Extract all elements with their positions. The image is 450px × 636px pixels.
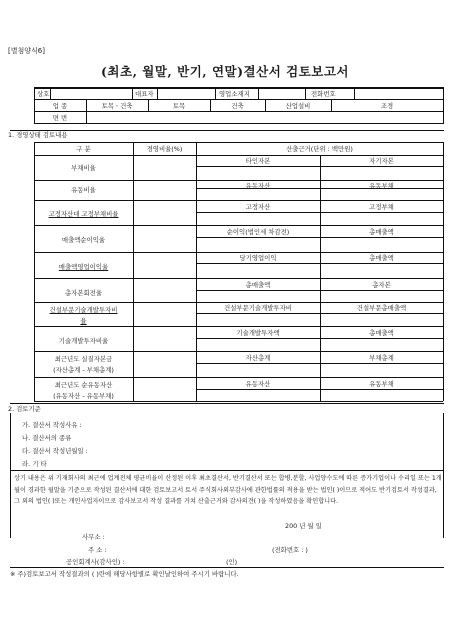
- basis-numerator: 당기영업이익: [239, 254, 277, 262]
- basis-denominator: 건설부문총매출액: [356, 304, 407, 312]
- phone-label: (전화번호 : ): [272, 546, 308, 554]
- footnote: ※ 주)검토보고서 작성결과의 ( )란에 해당사항별로 확인날인하여 주시기 바랍니다.: [10, 570, 239, 578]
- basis-denominator: 자기자본: [369, 157, 394, 165]
- date-line: 200 년 월 일: [285, 522, 322, 530]
- confirmation-paragraph: 상기 내용은 위 기재회사의 최근에 업계전체 평균비율이 산정된 이후 최초결산서, 반기결산서 또는 합병,분할, 사업양수도에 따른 증가기업이나 수리일 또는 1개월이 경과한 월말을 기준으로 작성된 결산서에 대한 검토보고서 토서 주식회사외부감사에 관한법률의 적용을 받는 법인( )이므로 적어도 반기검토서 작성결과, 그 외의 법인( )또는 개인사업자이므로 감사보고서 작성 결과를 거쳐 산출근거와 감사의견( )을 작성하였음을 확인합니다.: [14, 475, 442, 505]
- header-industry-civil: 토목: [172, 102, 186, 110]
- basis-numerator: 고정자산: [245, 203, 271, 211]
- page-title: (최초, 월말, 반기, 연말)결산서 검토보고서: [101, 64, 349, 79]
- row-label-debt-ratio: 부채비율: [71, 164, 96, 172]
- basis-numerator: 유동자산: [245, 182, 271, 190]
- basis-numerator: 순이익(법인세 차감전): [226, 228, 290, 236]
- basis-denominator: 부채총계: [369, 354, 394, 362]
- row-label-net-current-assets-formula: (유동자산 - 유동부채): [53, 392, 114, 400]
- row-label-real-capital: 최근년도 실질자본금: [54, 355, 113, 363]
- seal-label: (인): [226, 558, 238, 566]
- accountant-label: 공인회계사(감사인) :: [66, 558, 125, 566]
- basis-denominator: 고정부채: [369, 203, 394, 211]
- header-industry-landscape: 조경: [380, 102, 394, 110]
- basis-numerator: 건설부문기술개발투자비: [224, 304, 292, 312]
- basis-denominator: 총매출액: [369, 329, 394, 337]
- header-label-industry: 업 종: [52, 102, 68, 110]
- row-label-rnd-ratio: 기술개발투자비율: [58, 337, 109, 345]
- col-header-basis: 산출근거(단위 : 백만원): [286, 145, 353, 153]
- form-number: [별첨양식6]: [8, 47, 45, 55]
- basis-numerator: 자산총계: [245, 354, 271, 362]
- row-label-net-current-assets: 최근년도 순유동자산: [54, 381, 113, 389]
- header-industry-arch: 건축: [231, 102, 244, 110]
- col-header-ratio: 경영비율(%): [146, 145, 183, 153]
- section1-title: 1. 경영상태 검토내용: [8, 131, 68, 139]
- row-label-net-margin: 매출액순이익율: [61, 236, 106, 244]
- header-label-company: 상호: [37, 90, 50, 98]
- row-label-current-ratio: 유동비율: [71, 186, 96, 194]
- basis-denominator: 총매출액: [369, 254, 394, 262]
- basis-numerator: 유동자산: [245, 380, 271, 388]
- header-label-location: 영업소재지: [219, 90, 250, 98]
- criteria-type: 나. 결산서의 종류: [22, 434, 72, 442]
- basis-denominator: 총자본: [372, 281, 391, 289]
- row-label-construction-rnd: 건설부문기술개발투자비: [49, 306, 118, 314]
- section2-title: 2. 검토기준: [8, 405, 41, 413]
- basis-denominator: 유동부채: [369, 182, 394, 190]
- col-header-category: 구 분: [76, 145, 91, 153]
- header-label-ceo: 대표자: [135, 90, 154, 98]
- basis-denominator: 총매출액: [369, 228, 394, 236]
- header-industry-plant: 산업설비: [285, 102, 311, 110]
- row-label-operating-margin: 매출액영업이익율: [58, 263, 109, 271]
- criteria-other: 라. 기 타: [22, 460, 47, 468]
- row-label-fixed-ratio: 고정자산대 고정부채비율: [48, 210, 119, 218]
- criteria-date: 다. 결산서 작성년월일 :: [22, 447, 88, 455]
- header-label-license: 면 번: [52, 114, 68, 122]
- basis-numerator: 총매출액: [245, 281, 271, 289]
- header-industry-civil-arch: 토목ㆍ건축: [101, 102, 133, 110]
- criteria-reason: 가. 결산서 작성사유 :: [22, 421, 82, 429]
- address-label: 주 소 :: [88, 546, 107, 554]
- office-label: 사무소 :: [82, 533, 105, 541]
- row-label-construction-rnd-cont: 율: [80, 317, 87, 325]
- basis-numerator: 기술개발투자액: [236, 329, 280, 337]
- row-label-real-capital-formula: (자산총계 - 부채총계): [53, 366, 114, 374]
- basis-numerator: 타인자본: [245, 157, 271, 165]
- row-label-asset-turnover: 총자본회전율: [64, 289, 103, 297]
- basis-denominator: 유동부채: [369, 380, 394, 388]
- header-label-phone: 전화번호: [311, 90, 336, 98]
